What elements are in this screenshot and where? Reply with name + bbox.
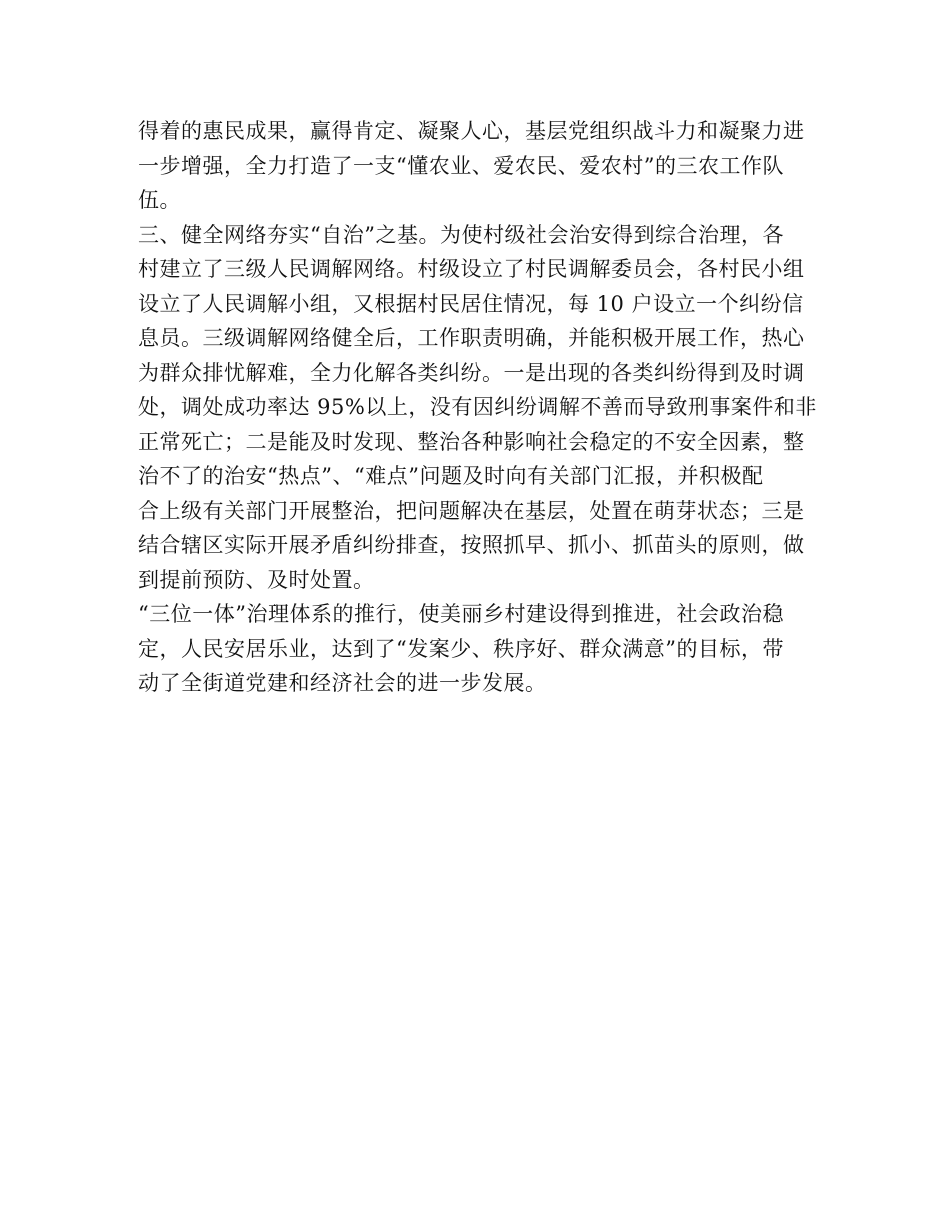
- text-line: “三位一体”治理体系的推行，使美丽乡村建设得到推进，社会政治稳: [138, 602, 784, 626]
- text-line: 伍。: [138, 188, 181, 212]
- text-line: 为群众排忧解难，全力化解各类纠纷。一是出现的各类纠纷得到及时调: [138, 360, 805, 385]
- text-line: 到提前预防、及时处置。: [138, 567, 375, 592]
- text-line: 定，人民安居乐业，达到了“发案少、秩序好、群众满意”的目标，带: [138, 636, 784, 661]
- text-line: 处，调处成功率达 95%以上，没有因纠纷调解不善而导致刑事案件和非: [138, 395, 817, 419]
- text-line: 得着的惠民成果，赢得肯定、凝聚人心，基层党组织战斗力和凝聚力进: [138, 119, 805, 143]
- text-line: 合上级有关部门开展整治，把问题解决在基层，处置在萌芽状态；三是: [138, 498, 805, 523]
- document-body: [138, 114, 817, 701]
- text-line: 动了全街道党建和经济社会的进一步发展。: [138, 671, 547, 695]
- paragraph-3: [138, 597, 813, 701]
- text-line: 三、健全网络夯实“自治”之基。为使村级社会治安得到综合治理，各: [138, 222, 784, 247]
- text-line: 结合辖区实际开展矛盾纠纷排查，按照抓早、抓小、抓苗头的原则，做: [138, 533, 805, 557]
- text-line: 治不了的治安“热点”、“难点”问题及时向有关部门汇报，并积极配: [138, 464, 764, 488]
- text-line: 设立了人民调解小组，又根据村民居住情况，每 10 户设立一个纠纷信: [138, 291, 804, 316]
- paragraph-2: [138, 218, 817, 598]
- text-line: 息员。三级调解网络健全后，工作职责明确，并能积极开展工作，热心: [138, 326, 805, 350]
- paragraph-1: [138, 114, 813, 218]
- text-line: 村建立了三级人民调解网络。村级设立了村民调解委员会，各村民小组: [138, 257, 805, 281]
- text-line: 一步增强，全力打造了一支“懂农业、爱农民、爱农村”的三农工作队: [138, 153, 784, 178]
- text-line: 正常死亡；二是能及时发现、整治各种影响社会稳定的不安全因素，整: [138, 429, 805, 454]
